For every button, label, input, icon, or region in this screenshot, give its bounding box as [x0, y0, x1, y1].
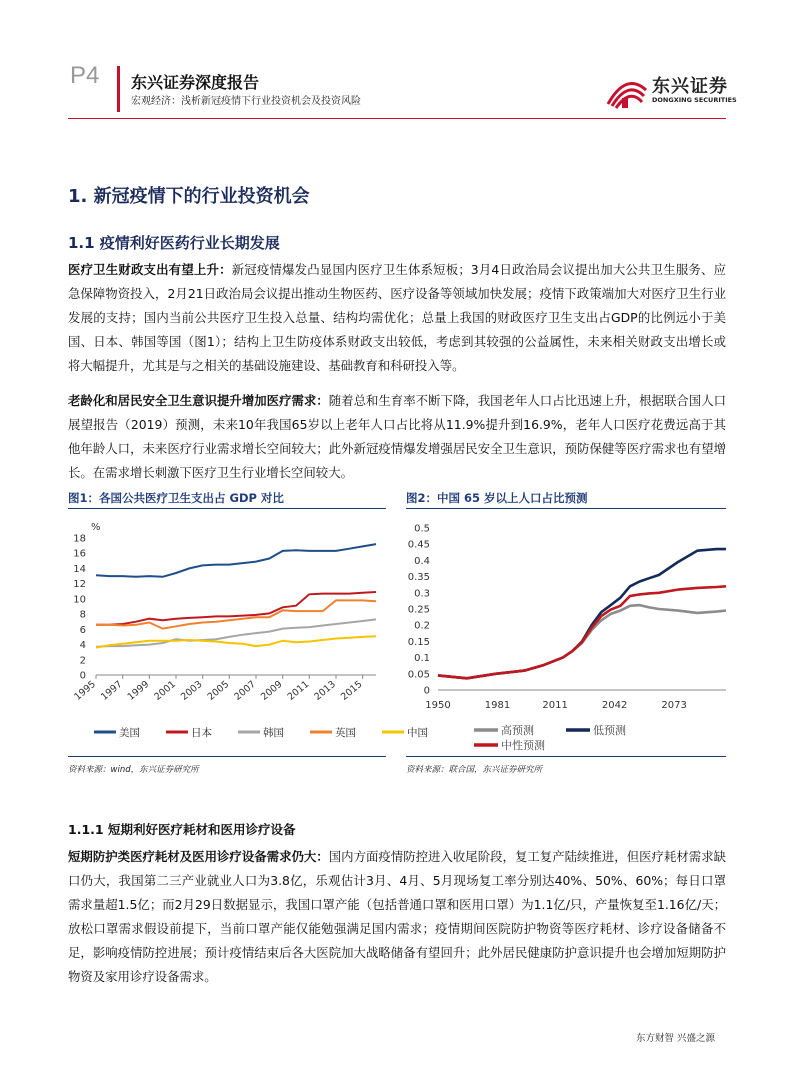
y-tick-label: 0.1	[414, 653, 430, 665]
figure2-source: 资料来源：联合国，东兴证券研究所	[406, 765, 543, 775]
y-tick-label: 8	[79, 609, 86, 621]
figure2-chart	[398, 512, 733, 755]
figure1-rule	[68, 508, 386, 509]
header-accent-bar	[117, 66, 120, 112]
y-tick-label: 0.2	[414, 620, 430, 632]
x-tick-label: 2011	[285, 678, 312, 703]
footer-slogan: 东方财智 兴盛之源	[636, 1033, 716, 1044]
x-tick-label: 2001	[152, 678, 178, 703]
figure2-rule	[406, 508, 726, 509]
y-tick-label: 0.05	[407, 669, 430, 681]
y-tick-label: 10	[73, 594, 86, 606]
x-tick-label: 1997	[98, 678, 125, 703]
series-line	[438, 586, 726, 678]
y-tick-label: 16	[73, 548, 86, 560]
y-tick-label: 0.15	[407, 636, 430, 648]
y-axis-unit: %	[91, 522, 101, 533]
legend-label: 低预测	[593, 724, 626, 737]
paragraph-lead: 短期防护类医疗耗材及医用诊疗设备需求仍大：	[68, 849, 329, 864]
y-tick-label: 0.5	[414, 523, 430, 535]
section-heading: 1. 新冠疫情下的行业投资机会	[68, 186, 310, 207]
y-tick-label: 0	[79, 670, 86, 682]
figure1-source: 资料来源：wind，东兴证券研究所	[68, 765, 199, 775]
subsection-heading: 1.1 疫情利好医药行业长期发展	[68, 234, 280, 252]
y-tick-label: 14	[73, 563, 86, 575]
subsubsection-heading: 1.1.1 短期利好医疗耗材和医用诊疗设备	[68, 822, 296, 837]
y-tick-label: 6	[79, 624, 86, 636]
figure1-bottom-rule	[68, 756, 386, 757]
legend-label: 中性预测	[501, 739, 545, 752]
y-tick-label: 0	[423, 685, 430, 697]
legend-label: 中国	[407, 727, 428, 739]
x-tick-label: 1981	[484, 700, 511, 711]
legend-label: 韩国	[263, 727, 284, 739]
y-tick-label: 4	[79, 640, 86, 652]
logo-text: 东兴证券	[652, 76, 728, 97]
legend-label: 英国	[335, 727, 356, 739]
y-tick-label: 18	[73, 533, 86, 545]
paragraph-body: 随着总和生育率不断下降，我国老年人口占比迅速上升，根据联合国人口展望报告（2019）预测，未来10年我国65岁以上老年人口占比将从11.9%提升到16.9%，老年人口医疗花费远高于其他年龄人口，未来医疗行业需求增长空间较大；此外新冠疫情爆发增强居民安全卫生意识，预防保健等医疗需求也有望增长。在需求增长刺激下医疗卫生行业增长空间较大。	[68, 393, 727, 480]
x-tick-label: 2007	[232, 678, 258, 703]
paragraph-consumables	[68, 845, 726, 989]
paragraph-lead: 老龄化和居民安全卫生意识提升增加医疗需求：	[68, 393, 329, 408]
page-number: P4	[70, 62, 100, 89]
figure2-bottom-rule	[406, 756, 726, 757]
x-tick-label: 2005	[205, 678, 232, 703]
logo-icon	[604, 70, 650, 110]
paragraph-fiscal	[68, 258, 726, 378]
y-tick-label: 0.25	[407, 604, 430, 616]
figure2-title: 图2：中国 65 岁以上人口占比预测	[406, 491, 588, 505]
legend-label: 美国	[119, 727, 140, 739]
y-tick-label: 0.35	[407, 572, 430, 584]
series-line	[96, 544, 376, 577]
series-line	[438, 549, 726, 678]
y-tick-label: 2	[79, 655, 86, 667]
header-rule	[68, 118, 726, 119]
x-tick-label: 1950	[425, 700, 451, 711]
x-tick-label: 2013	[312, 678, 338, 703]
y-tick-label: 0.3	[414, 588, 430, 600]
legend-label: 高预测	[501, 724, 534, 737]
y-tick-label: 12	[73, 579, 86, 591]
legend-label: 日本	[191, 727, 212, 739]
x-tick-label: 2042	[601, 700, 628, 711]
x-tick-label: 2011	[542, 700, 568, 711]
x-tick-label: 1999	[125, 678, 152, 703]
x-tick-label: 2073	[661, 700, 687, 711]
paragraph-body: 新冠疫情爆发凸显国内医疗卫生体系短板；3月4日政治局会议提出加大公共卫生服务、应急保障物资投入，2月21日政治局会议提出推动生物医药、医疗设备等领域加快发展；疫情下政策端加大对医疗卫生行业发展的支持；国内当前公共医疗卫生投入总量、结构均需优化；总量上我国的财政医疗卫生支出占GDP的比例远小于美国、日本、韩国等国（图1）；结构上卫生防疫体系财政支出较低，考虑到其较强的公益属性，未来相关财政支出增长或将大幅提升，尤其是与之相关的基础设施建设、基础教育和科研投入等。	[68, 262, 726, 373]
paragraph-body: 国内方面疫情防控进入收尾阶段，复工复产陆续推进，但医疗耗材需求缺口仍大，我国第二三产业就业人口为3.8亿，乐观估计3月、4月、5月现场复工率分别达40%、50%、60%；每日口罩需求量超1.5亿；而2月29日数据显示，我国口罩产能（包括普通口罩和医用口罩）为1.1亿/只，产量恢复至1.16亿/天；放松口罩需求假设前提下，当前口罩产能仅能勉强满足国内需求；疫情期间医院防护物资等医疗耗材、诊疗设备储备不足，影响疫情防控进展；预计疫情结束后各大医院加大战略储备有望回升；此外居民健康防护意识提升也会增加短期防护物资及家用诊疗设备需求。	[68, 849, 727, 984]
x-tick-label: 2015	[338, 678, 365, 703]
y-tick-label: 0.45	[407, 539, 430, 551]
paragraph-aging	[68, 389, 726, 485]
paragraph-lead: 医疗卫生财政支出有望上升：	[68, 262, 232, 277]
x-tick-label: 2003	[178, 678, 205, 703]
figure1-title: 图1：各国公共医疗卫生支出占 GDP 对比	[68, 491, 284, 505]
x-tick-label: 1995	[72, 678, 98, 703]
y-tick-label: 0.4	[414, 555, 430, 567]
report-subtitle: 宏观经济：浅析新冠疫情下行业投资机会及投资风险	[131, 96, 361, 107]
report-title: 东兴证券深度报告	[131, 73, 260, 92]
x-tick-label: 2009	[258, 678, 285, 703]
logo-subtext: DONGXING SECURITIES	[652, 96, 737, 104]
